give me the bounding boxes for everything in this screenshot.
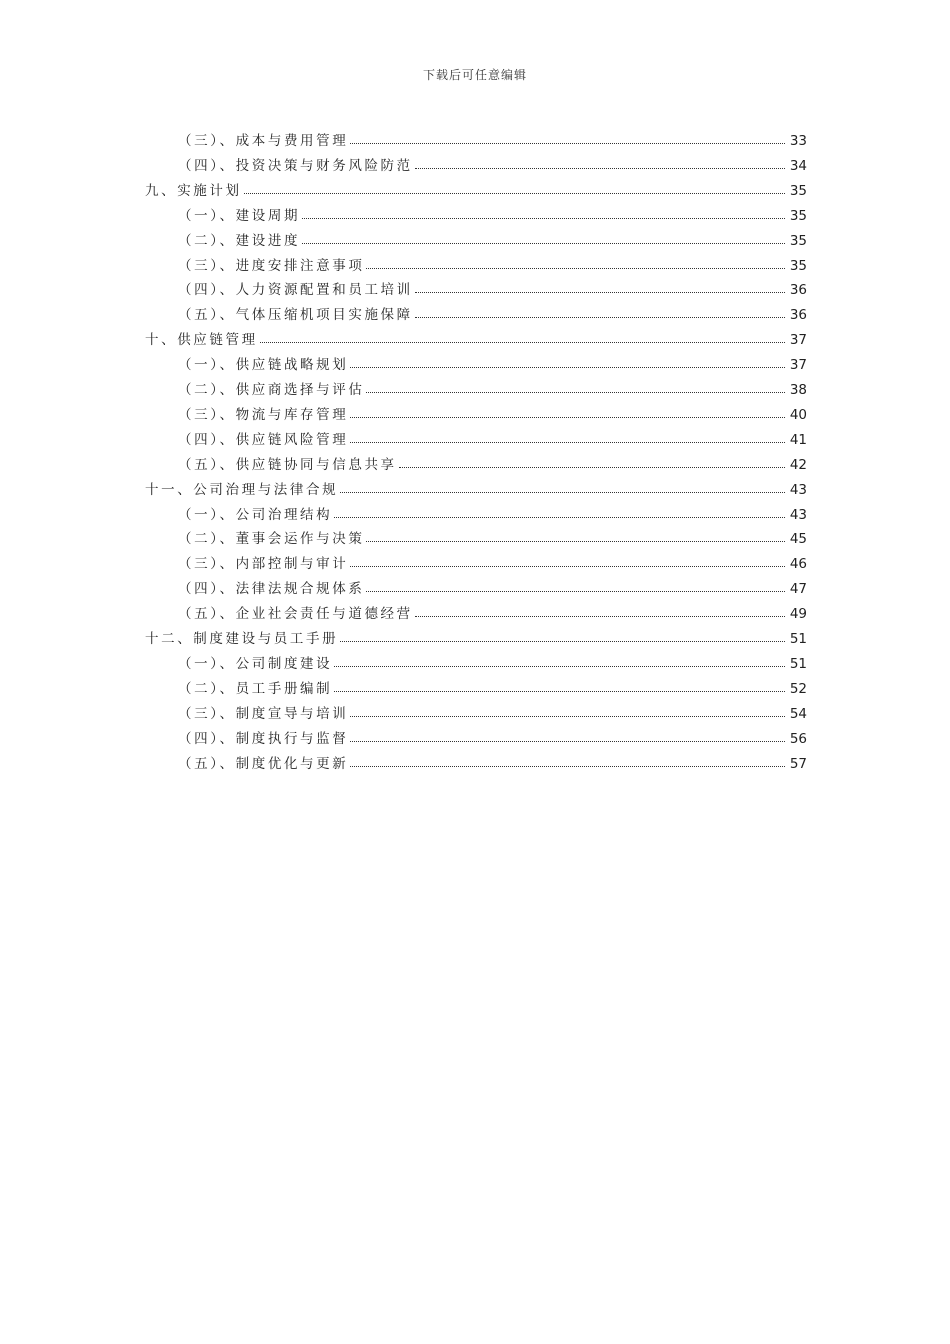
toc-line bbox=[178, 373, 807, 398]
toc-entry-page-number: 40 bbox=[789, 406, 807, 423]
toc-entry-title: （四）、制度执行与监督 bbox=[178, 730, 349, 747]
toc-entry-page-number: 42 bbox=[789, 456, 807, 473]
dot-leader bbox=[350, 765, 785, 767]
toc-entry-page-number: 41 bbox=[789, 431, 807, 448]
toc-line bbox=[178, 498, 807, 523]
dot-leader bbox=[334, 665, 785, 667]
toc-entry-page-number: 35 bbox=[789, 182, 807, 199]
toc-entry-title: （四）、法律法规合规体系 bbox=[178, 581, 365, 598]
dot-leader bbox=[244, 192, 785, 194]
dot-leader bbox=[340, 491, 785, 493]
toc-entry-title: （二）、供应商选择与评估 bbox=[178, 382, 365, 398]
toc-entry[interactable] bbox=[0, 199, 950, 224]
toc-entry[interactable] bbox=[0, 249, 950, 274]
toc-entry-page-number: 35 bbox=[789, 232, 807, 249]
toc-entry[interactable] bbox=[0, 298, 950, 323]
dot-leader bbox=[302, 217, 785, 219]
toc-entry-title: （五）、供应链协同与信息共享 bbox=[178, 456, 397, 473]
dot-leader bbox=[366, 590, 785, 592]
toc-entry-title: （三）、内部控制与审计 bbox=[178, 556, 349, 573]
dot-leader bbox=[350, 740, 785, 742]
toc-entry-page-number: 56 bbox=[789, 730, 807, 747]
toc-entry-page-number: 38 bbox=[789, 382, 807, 398]
dot-leader bbox=[415, 167, 785, 169]
dot-leader bbox=[350, 142, 785, 144]
toc-entry[interactable] bbox=[0, 697, 950, 722]
toc-entry-page-number: 43 bbox=[789, 506, 807, 523]
dot-leader bbox=[334, 690, 785, 692]
toc-entry[interactable] bbox=[0, 348, 950, 373]
dot-leader bbox=[366, 391, 785, 393]
toc-entry[interactable] bbox=[0, 622, 950, 647]
toc-entry-title: 十、供应链管理 bbox=[145, 332, 258, 349]
toc-entry[interactable] bbox=[0, 522, 950, 547]
toc-entry-page-number: 51 bbox=[789, 655, 807, 672]
dot-leader bbox=[302, 242, 785, 244]
toc-entry-page-number: 43 bbox=[789, 481, 807, 498]
toc-entry[interactable] bbox=[0, 224, 950, 249]
toc-entry[interactable] bbox=[0, 373, 950, 398]
toc-entry-title: （四）、供应链风险管理 bbox=[178, 431, 349, 448]
toc-line bbox=[178, 398, 807, 423]
toc-entry-title: （一）、公司制度建设 bbox=[178, 655, 333, 672]
toc-entry-title: （一）、公司治理结构 bbox=[178, 506, 333, 523]
dot-leader bbox=[350, 715, 785, 717]
toc-entry[interactable] bbox=[0, 124, 950, 149]
toc-entry[interactable] bbox=[0, 323, 950, 348]
toc-entry-title: （五）、气体压缩机项目实施保障 bbox=[178, 307, 413, 324]
toc-entry[interactable] bbox=[0, 672, 950, 697]
toc-line bbox=[145, 174, 807, 199]
toc-line bbox=[178, 124, 807, 149]
toc-entry-page-number: 36 bbox=[789, 282, 807, 299]
toc-line bbox=[178, 249, 807, 274]
toc-line bbox=[178, 224, 807, 249]
dot-leader bbox=[260, 341, 785, 343]
toc-line bbox=[178, 199, 807, 224]
toc-entry-page-number: 47 bbox=[789, 581, 807, 598]
toc-entry-page-number: 34 bbox=[789, 157, 807, 174]
toc-entry[interactable] bbox=[0, 174, 950, 199]
toc-entry-title: （一）、供应链战略规划 bbox=[178, 357, 349, 374]
toc-entry-title: （二）、董事会运作与决策 bbox=[178, 531, 365, 548]
toc-entry[interactable] bbox=[0, 149, 950, 174]
toc-entry-title: 九、实施计划 bbox=[145, 182, 242, 199]
toc-entry-page-number: 51 bbox=[789, 631, 807, 647]
toc-line bbox=[178, 522, 807, 547]
toc-entry-page-number: 33 bbox=[789, 133, 807, 149]
toc-entry-page-number: 37 bbox=[789, 357, 807, 374]
toc-line bbox=[145, 323, 807, 348]
toc-entry[interactable] bbox=[0, 722, 950, 747]
toc-line bbox=[178, 697, 807, 722]
toc-entry[interactable] bbox=[0, 597, 950, 622]
toc-entry-page-number: 37 bbox=[789, 332, 807, 349]
toc-entry-title: （四）、人力资源配置和员工培训 bbox=[178, 282, 413, 299]
toc-entry-title: （二）、建设进度 bbox=[178, 232, 301, 249]
toc-entry-title: （三）、制度宣导与培训 bbox=[178, 705, 349, 722]
toc-entry-title: 十二、制度建设与员工手册 bbox=[145, 631, 339, 647]
toc-entry[interactable] bbox=[0, 572, 950, 597]
dot-leader bbox=[350, 441, 785, 443]
toc-entry-page-number: 46 bbox=[789, 556, 807, 573]
toc-line bbox=[178, 572, 807, 597]
page-header: 下载后可任意编辑 bbox=[422, 68, 527, 82]
toc-entry-title: （一）、建设周期 bbox=[178, 207, 301, 224]
dot-leader bbox=[415, 291, 785, 293]
toc-entry[interactable] bbox=[0, 647, 950, 672]
toc-line bbox=[145, 622, 807, 647]
toc-entry-page-number: 49 bbox=[789, 606, 807, 623]
toc-line bbox=[178, 747, 807, 772]
dot-leader bbox=[350, 565, 785, 567]
toc-entry-page-number: 57 bbox=[789, 755, 807, 772]
toc-entry-title: （四）、投资决策与财务风险防范 bbox=[178, 157, 413, 174]
toc-entry-title: 十一、公司治理与法律合规 bbox=[145, 481, 339, 498]
toc-entry[interactable] bbox=[0, 273, 950, 298]
toc-line bbox=[178, 149, 807, 174]
toc-entry-title: （三）、成本与费用管理 bbox=[178, 133, 349, 149]
dot-leader bbox=[415, 615, 785, 617]
dot-leader bbox=[350, 416, 785, 418]
dot-leader bbox=[366, 267, 785, 269]
toc-line bbox=[178, 722, 807, 747]
toc-line bbox=[178, 348, 807, 373]
dot-leader bbox=[366, 540, 785, 542]
dot-leader bbox=[399, 466, 785, 468]
toc-entry[interactable] bbox=[0, 747, 950, 772]
toc-line bbox=[178, 672, 807, 697]
toc-entry[interactable] bbox=[0, 498, 950, 523]
toc-entry[interactable] bbox=[0, 398, 950, 423]
toc-entry-page-number: 35 bbox=[789, 257, 807, 274]
dot-leader bbox=[415, 316, 785, 318]
toc-entry[interactable] bbox=[0, 547, 950, 572]
toc-entry-page-number: 35 bbox=[789, 207, 807, 224]
toc-line bbox=[178, 298, 807, 323]
toc-entry-page-number: 36 bbox=[789, 307, 807, 324]
toc-entry-title: （五）、制度优化与更新 bbox=[178, 755, 349, 772]
toc-entry-page-number: 54 bbox=[789, 705, 807, 722]
toc-entry[interactable] bbox=[0, 423, 950, 448]
toc-entry-title: （五）、企业社会责任与道德经营 bbox=[178, 606, 413, 623]
toc-entry[interactable] bbox=[0, 448, 950, 473]
toc-line bbox=[178, 597, 807, 622]
toc-line bbox=[178, 273, 807, 298]
toc-entry-page-number: 52 bbox=[789, 680, 807, 697]
dot-leader bbox=[334, 516, 785, 518]
toc-line bbox=[178, 547, 807, 572]
toc-entry-title: （三）、物流与库存管理 bbox=[178, 406, 349, 423]
toc-line bbox=[145, 473, 807, 498]
toc-entry-title: （二）、员工手册编制 bbox=[178, 680, 333, 697]
toc-entry[interactable] bbox=[0, 473, 950, 498]
toc-line bbox=[178, 647, 807, 672]
dot-leader bbox=[350, 366, 785, 368]
toc-entry-title: （三）、进度安排注意事项 bbox=[178, 257, 365, 274]
toc-entry-page-number: 45 bbox=[789, 531, 807, 548]
dot-leader bbox=[340, 640, 785, 642]
toc-line bbox=[178, 423, 807, 448]
toc-line bbox=[178, 448, 807, 473]
